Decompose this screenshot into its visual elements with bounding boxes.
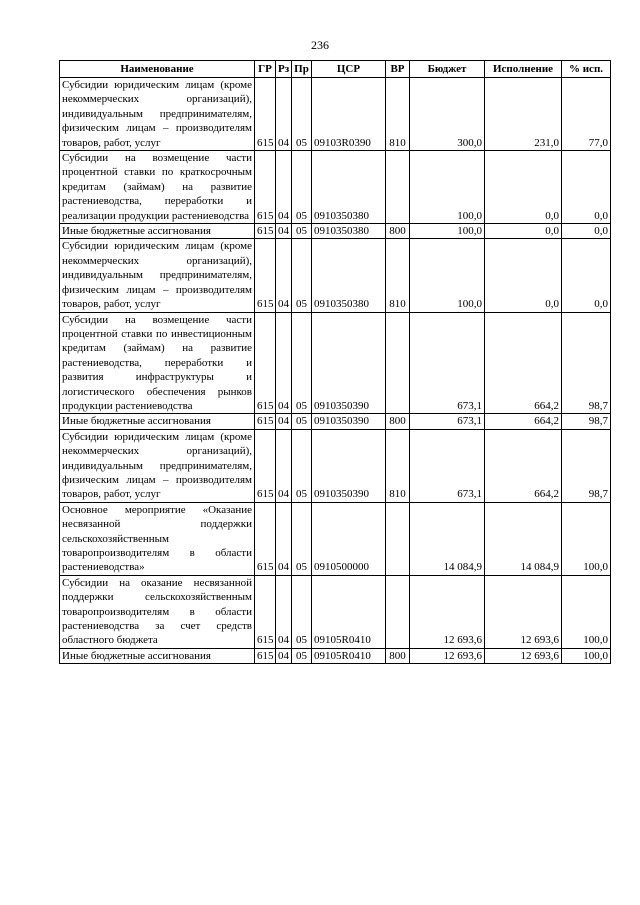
row-pr: 05: [292, 224, 312, 239]
row-csr: 0910350390: [312, 414, 386, 429]
row-name: Иные бюджетные ассигнования: [60, 414, 255, 429]
row-execution: 664,2: [485, 429, 562, 502]
row-budget: 14 084,9: [410, 502, 485, 575]
table-row: [60, 224, 611, 239]
row-vr: 810: [386, 429, 410, 502]
row-rz: 04: [276, 151, 292, 224]
row-name: Субсидии юридическим лицам (кроме некоммерческих организаций), индивидуальным предпринимателям, физическим лицам – производителям товаров, работ, услуг: [60, 239, 255, 312]
row-name: Субсидии на оказание несвязанной поддержки сельскохозяйственным товаропроизводителям в области растениеводства за счет средств областного бюджета: [60, 575, 255, 648]
row-vr: [386, 151, 410, 224]
header-csr: ЦСР: [312, 61, 386, 78]
row-rz: 04: [276, 312, 292, 414]
row-vr: 800: [386, 224, 410, 239]
row-vr: [386, 312, 410, 414]
row-csr: 0910350380: [312, 224, 386, 239]
row-rz: 04: [276, 575, 292, 648]
row-name: Субсидии на возмещение части процентной ставки по краткосрочным кредитам (займам) на развитие растениеводства, переработки и реализации продукции растениеводства: [60, 151, 255, 224]
header-percent: % исп.: [562, 61, 611, 78]
row-rz: 04: [276, 224, 292, 239]
budget-execution-table: [59, 60, 611, 664]
row-vr: 800: [386, 414, 410, 429]
row-csr: 0910350380: [312, 239, 386, 312]
row-name: Основное мероприятие «Оказание несвязанной поддержки сельскохозяйственным товаропроизводителям в области растениеводства»: [60, 502, 255, 575]
row-gr: 615: [255, 648, 276, 663]
row-execution: 231,0: [485, 78, 562, 151]
row-budget: 100,0: [410, 151, 485, 224]
row-pr: 05: [292, 648, 312, 663]
row-gr: 615: [255, 312, 276, 414]
row-execution: 0,0: [485, 239, 562, 312]
row-name: Субсидии юридическим лицам (кроме некоммерческих организаций), индивидуальным предпринимателям, физическим лицам – производителям товаров, работ, услуг: [60, 429, 255, 502]
row-gr: 615: [255, 502, 276, 575]
row-vr: [386, 502, 410, 575]
table-row: [60, 414, 611, 429]
header-vr: ВР: [386, 61, 410, 78]
row-execution: 12 693,6: [485, 648, 562, 663]
row-budget: 100,0: [410, 239, 485, 312]
row-gr: 615: [255, 429, 276, 502]
row-execution: 664,2: [485, 312, 562, 414]
row-percent: 98,7: [562, 429, 611, 502]
row-pr: 05: [292, 502, 312, 575]
row-vr: [386, 575, 410, 648]
row-gr: 615: [255, 239, 276, 312]
header-rz: Рз: [276, 61, 292, 78]
row-csr: 09103R0390: [312, 78, 386, 151]
header-pr: Пр: [292, 61, 312, 78]
row-pr: 05: [292, 239, 312, 312]
row-execution: 0,0: [485, 151, 562, 224]
table-row: [60, 648, 611, 663]
header-gr: ГР: [255, 61, 276, 78]
header-name: Наименование: [60, 61, 255, 78]
row-execution: 14 084,9: [485, 502, 562, 575]
table-row: [60, 575, 611, 648]
row-rz: 04: [276, 502, 292, 575]
row-budget: 300,0: [410, 78, 485, 151]
row-budget: 673,1: [410, 429, 485, 502]
table-row: [60, 239, 611, 312]
row-percent: 0,0: [562, 151, 611, 224]
row-percent: 100,0: [562, 648, 611, 663]
table-row: [60, 78, 611, 151]
row-percent: 0,0: [562, 239, 611, 312]
row-budget: 12 693,6: [410, 648, 485, 663]
row-gr: 615: [255, 575, 276, 648]
row-vr: 800: [386, 648, 410, 663]
row-percent: 98,7: [562, 414, 611, 429]
row-name: Субсидии юридическим лицам (кроме некоммерческих организаций), индивидуальным предпринимателям, физическим лицам – производителям товаров, работ, услуг: [60, 78, 255, 151]
row-pr: 05: [292, 575, 312, 648]
row-execution: 664,2: [485, 414, 562, 429]
row-budget: 12 693,6: [410, 575, 485, 648]
row-pr: 05: [292, 429, 312, 502]
table-row: [60, 502, 611, 575]
row-csr: 09105R0410: [312, 575, 386, 648]
row-gr: 615: [255, 151, 276, 224]
row-percent: 0,0: [562, 224, 611, 239]
row-vr: 810: [386, 78, 410, 151]
row-gr: 615: [255, 414, 276, 429]
table-row: [60, 151, 611, 224]
row-pr: 05: [292, 312, 312, 414]
row-csr: 09105R0410: [312, 648, 386, 663]
row-budget: 673,1: [410, 414, 485, 429]
row-pr: 05: [292, 414, 312, 429]
row-rz: 04: [276, 429, 292, 502]
row-rz: 04: [276, 414, 292, 429]
row-rz: 04: [276, 239, 292, 312]
row-name: Иные бюджетные ассигнования: [60, 224, 255, 239]
row-percent: 100,0: [562, 502, 611, 575]
row-percent: 77,0: [562, 78, 611, 151]
row-percent: 98,7: [562, 312, 611, 414]
header-execution: Исполнение: [485, 61, 562, 78]
page-number: 236: [311, 38, 329, 52]
row-vr: 810: [386, 239, 410, 312]
row-gr: 615: [255, 224, 276, 239]
row-execution: 0,0: [485, 224, 562, 239]
row-pr: 05: [292, 78, 312, 151]
table-row: [60, 312, 611, 414]
row-budget: 673,1: [410, 312, 485, 414]
row-rz: 04: [276, 648, 292, 663]
row-csr: 0910350380: [312, 151, 386, 224]
row-pr: 05: [292, 151, 312, 224]
row-csr: 0910350390: [312, 429, 386, 502]
row-gr: 615: [255, 78, 276, 151]
row-rz: 04: [276, 78, 292, 151]
row-budget: 100,0: [410, 224, 485, 239]
row-csr: 0910350390: [312, 312, 386, 414]
table-header-row: [60, 61, 611, 78]
header-budget: Бюджет: [410, 61, 485, 78]
row-execution: 12 693,6: [485, 575, 562, 648]
row-name: Иные бюджетные ассигнования: [60, 648, 255, 663]
row-name: Субсидии на возмещение части процентной ставки по инвестиционным кредитам (займам) на развитие растениеводства, переработки и развития инфраструктуры и логистического обеспечения рынков продукции растениеводства: [60, 312, 255, 414]
row-percent: 100,0: [562, 575, 611, 648]
table-row: [60, 429, 611, 502]
row-csr: 0910500000: [312, 502, 386, 575]
